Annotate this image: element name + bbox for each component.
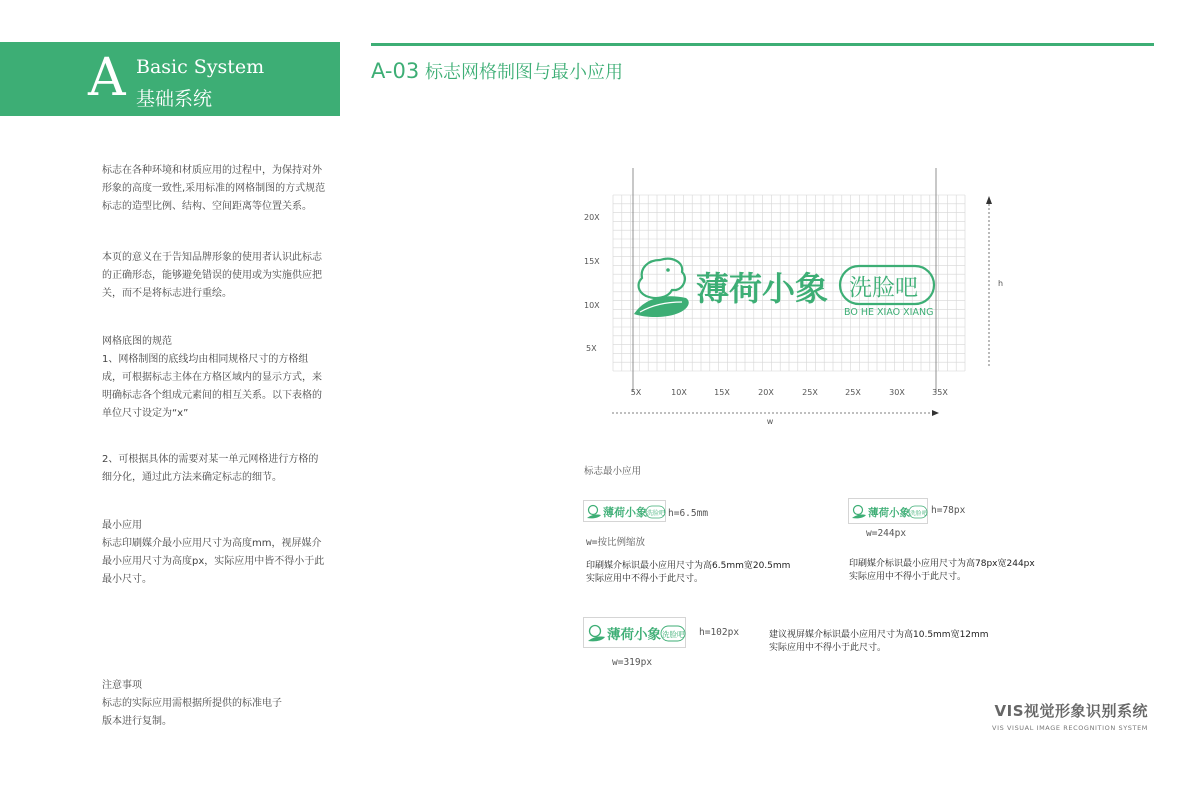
notice-section [102, 677, 352, 731]
x-label: 25X [802, 388, 818, 397]
y-label: 10X [584, 301, 600, 310]
header-title-en: Basic System [136, 56, 265, 78]
note-line: 印刷媒介标识最小应用尺寸为高78px宽244px [849, 559, 1035, 569]
text-line: 明确标志各个组成元素间的相互关系。以下表格的 [102, 390, 322, 401]
notice-heading: 注意事项 [102, 680, 142, 691]
screen-height-label: h=78px [931, 505, 966, 516]
screen-note [849, 558, 1035, 584]
height-arrow-head [986, 196, 992, 204]
logo-pinyin: BO HE XIAO XIANG [844, 307, 934, 318]
header-title-cn: 基础系统 [136, 88, 213, 110]
x-label: 35X [932, 388, 948, 397]
mini-logo-name: 薄荷小象 [603, 506, 647, 519]
min-usage-heading: 最小应用 [102, 520, 142, 531]
x-label: 30X [889, 388, 905, 397]
text-line: 2、可根据具体的需要对某一单元网格进行方格的 [102, 454, 319, 465]
grid-rules [102, 333, 352, 423]
y-label: 20X [584, 213, 600, 222]
mini-logo [584, 618, 687, 649]
section-header-band [0, 42, 340, 116]
text-line: 最小尺寸。 [102, 574, 152, 585]
y-label: 15X [584, 257, 600, 266]
suggested-width-label: w=319px [612, 657, 653, 668]
note-line: 实际应用中不得小于此尺寸。 [586, 574, 704, 584]
section-letter: A [88, 48, 126, 108]
mini-logo-badge: 洗脸吧 [662, 630, 685, 639]
print-height-label: h=6.5mm [668, 508, 709, 519]
text-line: 本页的意义在于告知品牌形象的使用者认识此标志 [102, 252, 322, 263]
grid-rule-2 [102, 451, 352, 487]
width-label: w [766, 417, 774, 426]
mini-logo [849, 499, 929, 525]
print-width-label: w=按比例缩放 [586, 537, 645, 548]
min-usage-section [102, 517, 352, 589]
logo-sample-screen [848, 498, 928, 524]
logo-name: 薄荷小象 [696, 269, 828, 308]
note-line: 实际应用中不得小于此尺寸。 [769, 643, 887, 653]
x-label: 20X [758, 388, 774, 397]
y-label: 5X [586, 344, 597, 353]
text-line: 标志在各种环境和材质应用的过程中，为保持对外 [102, 165, 322, 176]
text-line: 最小应用尺寸为高度px，实际应用中皆不得小于此 [102, 556, 325, 567]
text-line: 标志印刷媒介最小应用尺寸为高度mm，视屏媒介 [102, 538, 322, 549]
note-line: 建议视屏媒介标识最小应用尺寸为高10.5mm宽12mm [769, 630, 989, 640]
logo-badge-text: 洗脸吧 [849, 275, 918, 301]
x-labels [631, 388, 949, 397]
mini-logo [584, 501, 667, 523]
x-label: 25X [845, 388, 861, 397]
title-divider [371, 43, 1154, 46]
screen-width-label: w=244px [866, 528, 907, 539]
x-label: 10X [671, 388, 687, 397]
text-line: 的正确形态，能够避免错误的使用或为实施供应把 [102, 270, 322, 281]
logo-sample-print [583, 500, 666, 522]
mini-logo-badge: 洗脸吧 [647, 510, 666, 517]
text-line: 关，而不是将标志进行重绘。 [102, 288, 232, 299]
x-label: 15X [714, 388, 730, 397]
note-line: 印刷媒介标识最小应用尺寸为高6.5mm宽20.5mm [586, 561, 791, 571]
text-line: 版本进行复制。 [102, 716, 172, 727]
suggested-note [769, 629, 989, 655]
intro-paragraph [102, 162, 352, 216]
mini-logo-name: 薄荷小象 [868, 507, 910, 519]
purpose-paragraph [102, 249, 352, 303]
x-label: 5X [630, 388, 642, 397]
footer-title: VIS视觉形象识别系统 [994, 702, 1148, 720]
logo-sample-suggested [583, 617, 686, 648]
text-line: 单位尺寸设定为“x” [102, 408, 189, 419]
print-note [586, 560, 790, 586]
text-line: 标志的实际应用需根据所提供的标准电子 [102, 698, 282, 709]
text-line: 成，可根据标志主体在方格区域内的显示方式，来 [102, 372, 322, 383]
width-arrow-head [932, 410, 939, 416]
text-line: 形象的高度一致性,采用标准的网格制图的方式规范 [102, 183, 326, 194]
page-title [371, 58, 623, 84]
text-line: 1、网格制图的底线均由相同规格尺寸的方格组 [102, 354, 309, 365]
mini-logo-badge: 洗脸吧 [910, 511, 928, 517]
text-line: 细分化，通过此方法来确定标志的细节。 [102, 472, 282, 483]
note-line: 实际应用中不得小于此尺寸。 [849, 572, 967, 582]
min-usage-title: 标志最小应用 [584, 466, 642, 477]
mini-logo-name: 薄荷小象 [607, 627, 661, 643]
footer-subtitle: VIS VISUAL IMAGE RECOGNITION SYSTEM [992, 724, 1148, 732]
page-title-text: 标志网格制图与最小应用 [424, 62, 623, 83]
logo-grid-diagram [570, 160, 1010, 432]
suggested-height-label: h=102px [699, 627, 740, 638]
height-label: h [998, 279, 1004, 288]
text-line: 标志的造型比例、结构、空间距离等位置关系。 [102, 201, 312, 212]
grid-rules-heading: 网格底图的规范 [102, 336, 172, 347]
page-code: A-03 [371, 59, 420, 83]
